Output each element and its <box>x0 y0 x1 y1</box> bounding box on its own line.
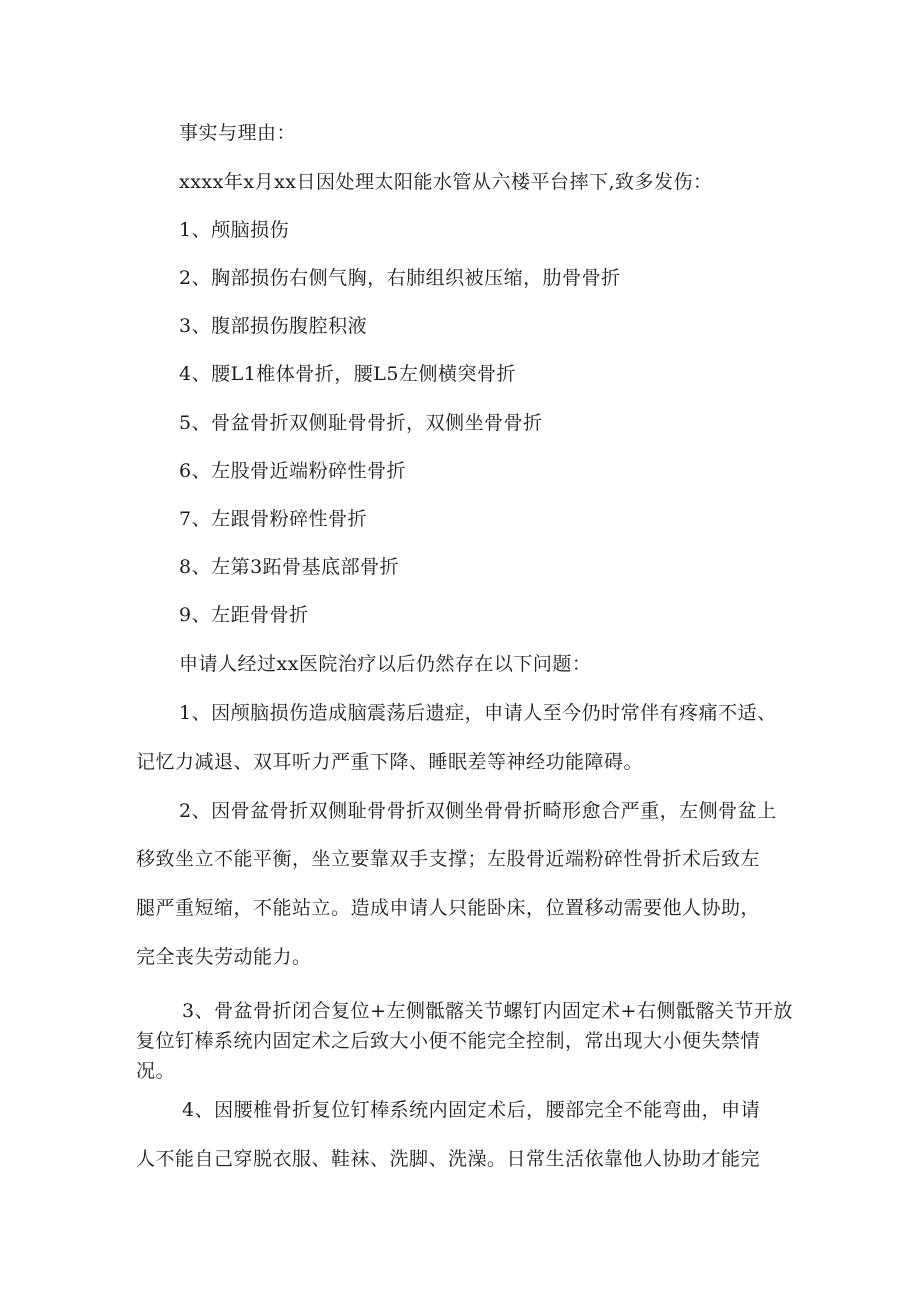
injury-item: 8、左第3跖骨基底部骨折 <box>179 556 400 578</box>
injury-item: 3、腹部损伤腹腔积液 <box>179 315 368 337</box>
injury-item: 2、胸部损伤右侧气胸，右肺组织被压缩，肋骨骨折 <box>179 267 621 289</box>
section-heading: 事实与理由： <box>179 122 297 144</box>
problem-4-line-1: 4、因腰椎骨折复位钉棒系统内固定术后，腰部完全不能弯曲，申请 <box>182 1099 761 1121</box>
injury-item: 6、左股骨近端粉碎性骨折 <box>179 460 407 482</box>
problem-2-line-2: 移致坐立不能平衡，坐立要靠双手支撑；左股骨近端粉碎性骨折术后致左 <box>136 848 761 870</box>
incident-intro: xxxx年x月xx日因处理太阳能水管从六楼平台摔下,致多发伤： <box>179 171 713 193</box>
problem-2-line-3: 腿严重短缩，不能站立。造成申请人只能卧床，位置移动需要他人协助， <box>136 897 761 919</box>
problem-2-line-1: 2、因骨盆骨折双侧耻骨骨折双侧坐骨骨折畸形愈合严重，左侧骨盆上 <box>179 800 777 822</box>
injury-item: 9、左距骨骨折 <box>179 604 309 626</box>
problem-4-line-2: 人不能自己穿脱衣服、鞋袜、洗脚、洗澡。日常生活依靠他人协助才能完 <box>136 1148 761 1170</box>
problem-3-paragraph: 3、骨盆骨折闭合复位+左侧骶髂关节螺钉内固定术+右侧骶髂关节开放复位钉棒系统内固定术之后致大小便不能完全控制，常出现大小便失禁情况。 <box>136 1000 793 1082</box>
injury-item: 5、骨盆骨折双侧耻骨骨折，双侧坐骨骨折 <box>179 412 543 434</box>
problems-intro: 申请人经过xx医院治疗以后仍然存在以下问题： <box>179 653 592 675</box>
injury-item: 1、颅脑损伤 <box>179 219 290 241</box>
injury-item: 4、腰L1椎体骨折，腰L5左侧横突骨折 <box>179 363 517 385</box>
problem-1-line-1: 1、因颅脑损伤造成脑震荡后遗症，申请人至今仍时常伴有疼痛不适、 <box>179 702 777 724</box>
problem-1-line-2: 记忆力减退、双耳听力严重下降、睡眠差等神经功能障碍。 <box>136 751 644 773</box>
problem-2-line-4: 完全丧失劳动能力。 <box>136 946 312 968</box>
injury-item: 7、左跟骨粉碎性骨折 <box>179 508 368 530</box>
